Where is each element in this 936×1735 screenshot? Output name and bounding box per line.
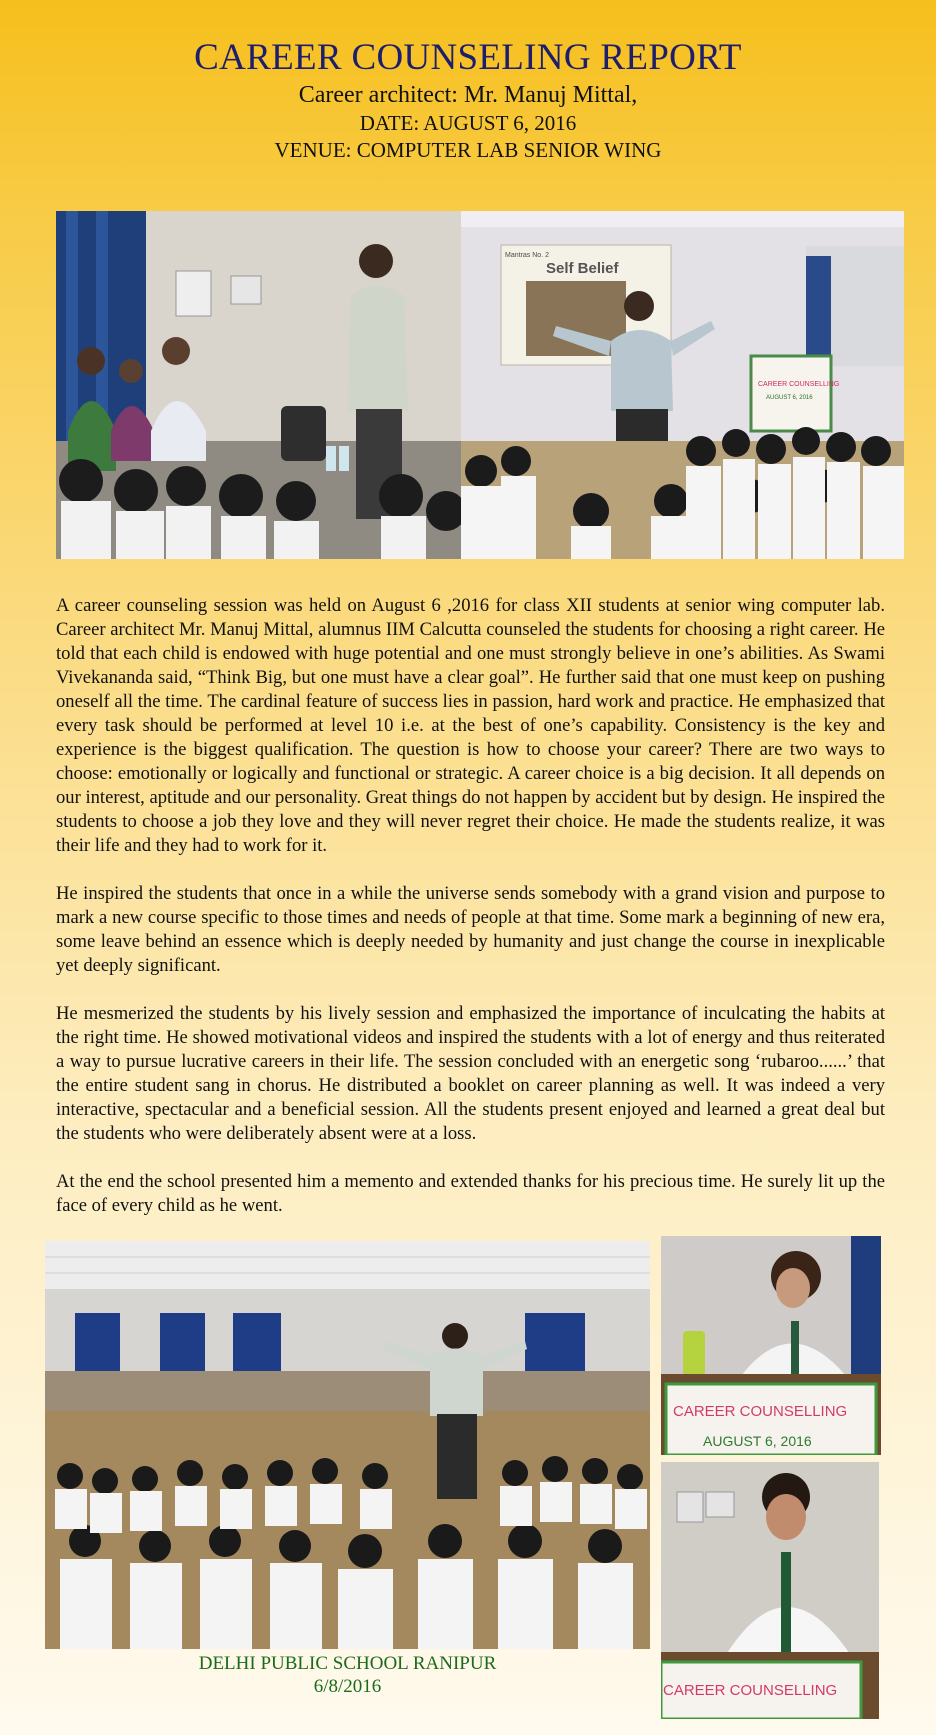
career-architect-line: Career architect: Mr. Manuj Mittal, xyxy=(298,82,638,108)
school-name: DELHI PUBLIC SCHOOL RANIPUR xyxy=(198,1653,497,1674)
report-title: CAREER COUNSELING REPORT xyxy=(194,37,742,78)
board-title: CAREER COUNSELLING xyxy=(758,381,840,388)
photo-student-speaking-boy xyxy=(661,1462,879,1719)
paragraph-3: He mesmerized the students by his lively session and emphasized the importance of inculcating the habits at the right time. He showed motivational videos and inspired the students with a lot of energy and thus reiterated a way to pursue lucrative careers in their life. The session concluded with an energetic song ‘rubaroo......’ that the entire student sang in chorus. He distributed a booklet on career planning as well. It was indeed a very interactive, spectacular and a beneficial session. All the students present enjoyed and learned a great deal but the students who were deliberately absent were at a loss. xyxy=(56,1003,885,1144)
photo-students-seated-hall xyxy=(45,1241,650,1649)
board-date: AUGUST 6, 2016 xyxy=(703,1433,812,1449)
paragraph-4: At the end the school presented him a memento and extended thanks for his precious time. He surely lit up the face of every child as he went. xyxy=(56,1171,885,1216)
paragraph-1: A career counseling session was held on August 6 ,2016 for class XII students at senior wing computer lab. Career architect Mr. Manuj Mittal, alumnus IIM Calcutta counseled the students for choosing a right career. He told that each child is endowed with huge potential and one must strongly believe in one’s abilities. As Swami Vivekananda said, “Think Big, but one must have a clear goal”. He further said that one must keep on pushing oneself all the time. The cardinal feature of success lies in passion, hard work and practice. He emphasized that every task should be performed at level 10 i.e. at the best of one’s capability. Consistency is the key and experience is the biggest qualification. The question is how to choose your career? There are two ways to choose: emotionally or logically and functional or strategic. A career choice is a big decision. It all depends on our interest, aptitude and our personality. Great things do not happen by accident but by design. He inspired the students to choose a job they love and they will never regret their choice. He made the students realize, it was their life and they had to work for it. xyxy=(56,595,885,856)
report-header xyxy=(0,36,936,164)
date-line: DATE: AUGUST 6, 2016 xyxy=(359,111,577,135)
footer xyxy=(45,1652,650,1698)
board-title: CAREER COUNSELLING xyxy=(673,1403,848,1420)
photo-student-speaking-girl xyxy=(661,1236,881,1455)
report-body xyxy=(56,594,885,1242)
photo-speaker-with-guests xyxy=(56,211,461,559)
photo-speaker-presentation xyxy=(461,211,904,559)
footer-date: 6/8/2016 xyxy=(313,1676,382,1697)
board-title: CAREER COUNSELLING xyxy=(663,1682,838,1699)
board-date: AUGUST 6, 2016 xyxy=(766,395,813,401)
slide-title: Self Belief xyxy=(546,260,619,277)
venue-line: VENUE: COMPUTER LAB SENIOR WING xyxy=(274,138,662,162)
paragraph-2: He inspired the students that once in a while the universe sends somebody with a grand vision and purpose to mark a new course specific to those times and needs of people at that time. Some mark a beginning of new era, some leave behind an essence which is deeply needed by humanity and just change the course in inexplicable yet deeply significant. xyxy=(56,883,885,976)
slide-caption: Mantras No. 2 xyxy=(505,252,549,259)
